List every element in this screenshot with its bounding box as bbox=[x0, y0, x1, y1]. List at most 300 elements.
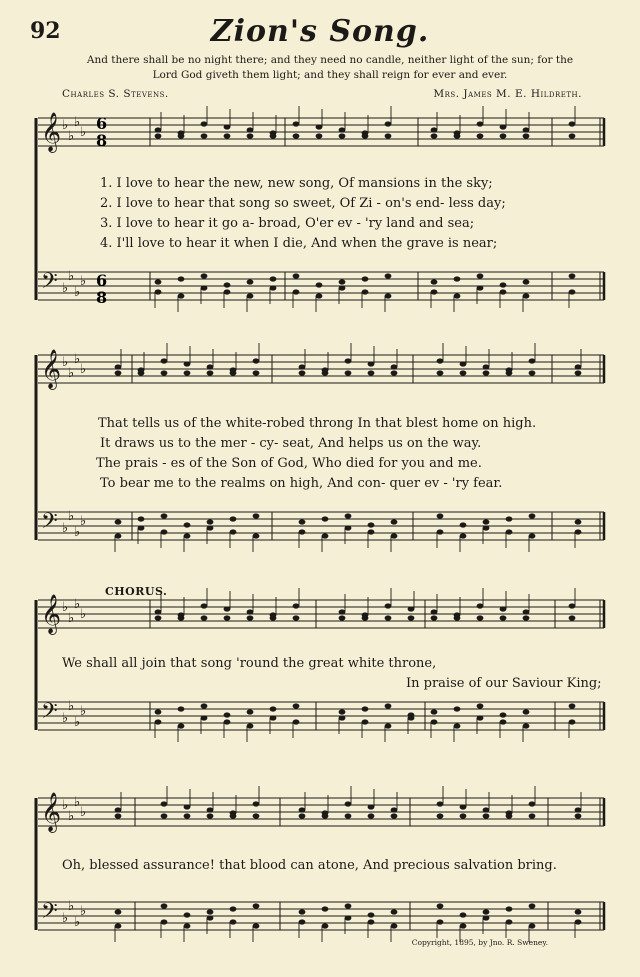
note-head bbox=[299, 807, 306, 812]
note-head bbox=[155, 127, 162, 132]
note-head bbox=[270, 706, 277, 711]
flat-sign: ♭ bbox=[68, 809, 75, 824]
note-head bbox=[115, 909, 122, 914]
epigraph-line: Lord God giveth them light; and they shall reign for ever and ever. bbox=[152, 69, 508, 81]
note-head bbox=[178, 276, 185, 281]
note-head bbox=[529, 801, 536, 806]
note-head bbox=[161, 529, 168, 534]
flat-sign: ♭ bbox=[80, 514, 87, 529]
note-head bbox=[184, 533, 191, 538]
note-head bbox=[460, 361, 467, 366]
note-head bbox=[230, 813, 237, 818]
note-head bbox=[299, 519, 306, 524]
note-head bbox=[569, 289, 576, 294]
flat-sign: ♭ bbox=[74, 285, 81, 300]
note-head bbox=[201, 703, 208, 708]
note-head bbox=[299, 909, 306, 914]
note-head bbox=[460, 370, 467, 375]
note-head bbox=[368, 919, 375, 924]
note-head bbox=[138, 516, 145, 521]
note-head bbox=[368, 529, 375, 534]
note-head bbox=[431, 709, 438, 714]
note-head bbox=[253, 903, 260, 908]
note-head bbox=[161, 358, 168, 363]
note-head bbox=[460, 923, 467, 928]
note-head bbox=[385, 603, 392, 608]
note-head bbox=[299, 364, 306, 369]
flat-sign: ♭ bbox=[80, 362, 87, 377]
verse-4-line-1: 4. I'll love to hear it when I die, And when the grave is near; bbox=[100, 236, 498, 251]
verse-3-line-1: 3. I love to hear it go a- broad, O'er ev - 'ry land and sea; bbox=[100, 216, 475, 231]
note-head bbox=[316, 282, 323, 287]
note-head bbox=[201, 715, 208, 720]
note-head bbox=[345, 370, 352, 375]
note-head bbox=[368, 912, 375, 917]
note-head bbox=[506, 813, 513, 818]
note-head bbox=[207, 370, 214, 375]
note-head bbox=[322, 906, 329, 911]
note-head bbox=[362, 615, 369, 620]
note-head bbox=[224, 124, 231, 129]
note-head bbox=[506, 516, 513, 521]
copyright-notice: Copyright, 1895, by Jno. R. Sweney. bbox=[411, 938, 548, 947]
note-head bbox=[477, 715, 484, 720]
flat-sign: ♭ bbox=[80, 125, 87, 140]
note-head bbox=[385, 273, 392, 278]
note-head bbox=[253, 813, 260, 818]
note-head bbox=[339, 615, 346, 620]
flat-sign: ♭ bbox=[62, 711, 69, 726]
flat-sign: ♭ bbox=[74, 352, 81, 367]
note-head bbox=[316, 293, 323, 298]
note-head bbox=[529, 370, 536, 375]
note-head bbox=[345, 915, 352, 920]
note-head bbox=[345, 903, 352, 908]
note-head bbox=[224, 615, 231, 620]
note-head bbox=[161, 801, 168, 806]
note-head bbox=[523, 133, 530, 138]
note-head bbox=[437, 370, 444, 375]
note-head bbox=[575, 364, 582, 369]
note-head bbox=[454, 293, 461, 298]
note-head bbox=[178, 133, 185, 138]
note-head bbox=[408, 715, 415, 720]
note-head bbox=[316, 133, 323, 138]
note-head bbox=[575, 807, 582, 812]
note-head bbox=[345, 513, 352, 518]
note-head bbox=[184, 522, 191, 527]
note-head bbox=[483, 909, 490, 914]
note-head bbox=[460, 912, 467, 917]
time-signature-bottom: 8 bbox=[96, 131, 108, 150]
note-head bbox=[230, 370, 237, 375]
note-head bbox=[529, 813, 536, 818]
chorus-line-2: In praise of our Saviour King; bbox=[406, 676, 602, 691]
note-head bbox=[437, 529, 444, 534]
note-head bbox=[575, 813, 582, 818]
note-head bbox=[437, 919, 444, 924]
note-head bbox=[529, 903, 536, 908]
composer-credit: Mrs. James M. E. Hildreth. bbox=[433, 88, 582, 100]
note-head bbox=[299, 529, 306, 534]
note-head bbox=[500, 133, 507, 138]
note-head bbox=[339, 133, 346, 138]
note-head bbox=[385, 133, 392, 138]
note-head bbox=[293, 719, 300, 724]
note-head bbox=[293, 615, 300, 620]
note-head bbox=[345, 358, 352, 363]
note-head bbox=[224, 719, 231, 724]
note-head bbox=[477, 703, 484, 708]
lyricist-credit: Charles S. Stevens. bbox=[62, 88, 169, 100]
note-head bbox=[115, 813, 122, 818]
note-head bbox=[224, 606, 231, 611]
note-head bbox=[523, 615, 530, 620]
note-head bbox=[523, 127, 530, 132]
note-head bbox=[391, 370, 398, 375]
note-head bbox=[483, 525, 490, 530]
chorus-line-1: We shall all join that song 'round the great white throne, bbox=[62, 656, 437, 671]
note-head bbox=[575, 519, 582, 524]
note-head bbox=[178, 615, 185, 620]
note-head bbox=[224, 133, 231, 138]
note-head bbox=[322, 813, 329, 818]
note-head bbox=[368, 522, 375, 527]
note-head bbox=[253, 358, 260, 363]
note-head bbox=[184, 361, 191, 366]
note-head bbox=[362, 289, 369, 294]
note-head bbox=[115, 364, 122, 369]
note-head bbox=[437, 813, 444, 818]
note-head bbox=[293, 703, 300, 708]
note-head bbox=[483, 364, 490, 369]
verse-1-line-2: That tells us of the white-robed throng In that blest home on high. bbox=[98, 416, 537, 431]
note-head bbox=[115, 370, 122, 375]
note-head bbox=[523, 293, 530, 298]
note-head bbox=[500, 282, 507, 287]
note-head bbox=[391, 807, 398, 812]
flat-sign: ♭ bbox=[74, 715, 81, 730]
note-head bbox=[253, 801, 260, 806]
treble-clef: 𝄞 bbox=[41, 112, 62, 152]
treble-clef: 𝄞 bbox=[41, 349, 62, 389]
note-head bbox=[230, 529, 237, 534]
note-head bbox=[115, 807, 122, 812]
note-head bbox=[161, 903, 168, 908]
note-head bbox=[247, 279, 254, 284]
note-head bbox=[201, 273, 208, 278]
note-head bbox=[385, 293, 392, 298]
note-head bbox=[391, 909, 398, 914]
note-head bbox=[230, 919, 237, 924]
note-head bbox=[339, 709, 346, 714]
note-head bbox=[155, 609, 162, 614]
note-head bbox=[270, 133, 277, 138]
note-head bbox=[253, 513, 260, 518]
flat-sign: ♭ bbox=[62, 521, 69, 536]
note-head bbox=[247, 709, 254, 714]
verse-3-line-2: The prais - es of the Son of God, Who died for you and me. bbox=[96, 456, 482, 471]
flat-sign: ♭ bbox=[80, 805, 87, 820]
verse-1-line-1: 1. I love to hear the new, new song, Of mansions in the sky; bbox=[100, 176, 493, 191]
note-head bbox=[575, 909, 582, 914]
note-head bbox=[322, 923, 329, 928]
note-head bbox=[155, 133, 162, 138]
note-head bbox=[437, 903, 444, 908]
flat-sign: ♭ bbox=[62, 118, 69, 133]
note-head bbox=[253, 533, 260, 538]
note-head bbox=[299, 370, 306, 375]
note-head bbox=[207, 525, 214, 530]
chorus-line-3: Oh, blessed assurance! that blood can atone, And precious salvation bring. bbox=[62, 858, 557, 873]
note-head bbox=[460, 533, 467, 538]
note-head bbox=[253, 923, 260, 928]
note-head bbox=[293, 133, 300, 138]
note-head bbox=[207, 915, 214, 920]
note-head bbox=[569, 615, 576, 620]
note-head bbox=[247, 609, 254, 614]
note-head bbox=[322, 516, 329, 521]
note-head bbox=[523, 279, 530, 284]
note-head bbox=[437, 358, 444, 363]
note-head bbox=[431, 609, 438, 614]
note-head bbox=[155, 289, 162, 294]
bass-clef: 𝄢 bbox=[41, 509, 58, 539]
hymn-title: Zion's Song. bbox=[210, 14, 430, 49]
note-head bbox=[529, 513, 536, 518]
note-head bbox=[201, 133, 208, 138]
note-head bbox=[500, 606, 507, 611]
flat-sign: ♭ bbox=[68, 366, 75, 381]
note-head bbox=[299, 919, 306, 924]
note-head bbox=[385, 121, 392, 126]
note-head bbox=[506, 919, 513, 924]
note-head bbox=[161, 813, 168, 818]
flat-sign: ♭ bbox=[74, 525, 81, 540]
note-head bbox=[454, 133, 461, 138]
note-head bbox=[500, 124, 507, 129]
note-head bbox=[529, 358, 536, 363]
chorus-label: CHORUS. bbox=[105, 585, 168, 598]
note-head bbox=[339, 279, 346, 284]
note-head bbox=[299, 813, 306, 818]
bass-clef: 𝄢 bbox=[41, 899, 58, 929]
page-number: 92 bbox=[30, 18, 61, 44]
note-head bbox=[431, 127, 438, 132]
note-head bbox=[483, 807, 490, 812]
note-head bbox=[368, 813, 375, 818]
note-head bbox=[385, 615, 392, 620]
note-head bbox=[184, 813, 191, 818]
note-head bbox=[230, 516, 237, 521]
note-head bbox=[253, 370, 260, 375]
note-head bbox=[178, 723, 185, 728]
time-signature-top: 6 bbox=[96, 114, 108, 133]
note-head bbox=[270, 276, 277, 281]
flat-sign: ♭ bbox=[74, 915, 81, 930]
note-head bbox=[483, 519, 490, 524]
flat-sign: ♭ bbox=[74, 115, 81, 130]
flat-sign: ♭ bbox=[74, 597, 81, 612]
note-head bbox=[454, 723, 461, 728]
note-head bbox=[523, 709, 530, 714]
note-head bbox=[345, 801, 352, 806]
note-head bbox=[483, 915, 490, 920]
note-head bbox=[477, 121, 484, 126]
note-head bbox=[460, 804, 467, 809]
note-head bbox=[247, 723, 254, 728]
flat-sign: ♭ bbox=[68, 509, 75, 524]
flat-sign: ♭ bbox=[68, 899, 75, 914]
flat-sign: ♭ bbox=[62, 600, 69, 615]
note-head bbox=[201, 603, 208, 608]
note-head bbox=[569, 121, 576, 126]
note-head bbox=[161, 919, 168, 924]
note-head bbox=[575, 529, 582, 534]
note-head bbox=[115, 533, 122, 538]
note-head bbox=[569, 719, 576, 724]
note-head bbox=[207, 909, 214, 914]
bass-clef: 𝄢 bbox=[41, 699, 58, 729]
flat-sign: ♭ bbox=[68, 129, 75, 144]
note-head bbox=[569, 133, 576, 138]
flat-sign: ♭ bbox=[80, 704, 87, 719]
bass-clef: 𝄢 bbox=[41, 269, 58, 299]
note-head bbox=[575, 370, 582, 375]
note-head bbox=[178, 293, 185, 298]
note-head bbox=[408, 615, 415, 620]
flat-sign: ♭ bbox=[68, 699, 75, 714]
flat-sign: ♭ bbox=[80, 904, 87, 919]
note-head bbox=[345, 813, 352, 818]
note-head bbox=[506, 906, 513, 911]
verse-2-line-2: It draws us to the mer - cy- seat, And helps us on the way. bbox=[100, 436, 482, 451]
note-head bbox=[368, 370, 375, 375]
flat-sign: ♭ bbox=[80, 274, 87, 289]
flat-sign: ♭ bbox=[62, 355, 69, 370]
note-head bbox=[184, 923, 191, 928]
note-head bbox=[431, 719, 438, 724]
note-head bbox=[247, 127, 254, 132]
note-head bbox=[483, 813, 490, 818]
flat-sign: ♭ bbox=[62, 911, 69, 926]
note-head bbox=[322, 370, 329, 375]
note-head bbox=[431, 133, 438, 138]
flat-sign: ♭ bbox=[74, 795, 81, 810]
note-head bbox=[362, 133, 369, 138]
note-head bbox=[161, 513, 168, 518]
note-head bbox=[385, 703, 392, 708]
note-head bbox=[460, 522, 467, 527]
note-head bbox=[431, 615, 438, 620]
treble-clef: 𝄞 bbox=[41, 792, 62, 832]
note-head bbox=[293, 273, 300, 278]
note-head bbox=[362, 276, 369, 281]
note-head bbox=[224, 282, 231, 287]
note-head bbox=[368, 804, 375, 809]
note-head bbox=[529, 923, 536, 928]
note-head bbox=[270, 285, 277, 290]
note-head bbox=[115, 519, 122, 524]
time-signature-bottom: 8 bbox=[96, 288, 108, 307]
note-head bbox=[178, 706, 185, 711]
note-head bbox=[184, 804, 191, 809]
note-head bbox=[569, 603, 576, 608]
note-head bbox=[316, 124, 323, 129]
note-head bbox=[201, 285, 208, 290]
note-head bbox=[385, 723, 392, 728]
note-head bbox=[161, 370, 168, 375]
note-head bbox=[437, 801, 444, 806]
note-head bbox=[207, 519, 214, 524]
note-head bbox=[391, 364, 398, 369]
note-head bbox=[362, 719, 369, 724]
note-head bbox=[155, 615, 162, 620]
treble-clef: 𝄞 bbox=[41, 594, 62, 634]
note-head bbox=[500, 712, 507, 717]
note-head bbox=[345, 525, 352, 530]
note-head bbox=[224, 289, 231, 294]
note-head bbox=[293, 289, 300, 294]
note-head bbox=[115, 923, 122, 928]
note-head bbox=[339, 285, 346, 290]
note-head bbox=[362, 706, 369, 711]
note-head bbox=[207, 364, 214, 369]
note-head bbox=[460, 813, 467, 818]
note-head bbox=[339, 127, 346, 132]
verse-2-line-1: 2. I love to hear that song so sweet, Of Zi - on's end- less day; bbox=[100, 196, 506, 211]
note-head bbox=[247, 293, 254, 298]
note-head bbox=[155, 279, 162, 284]
note-head bbox=[184, 912, 191, 917]
time-signature-top: 6 bbox=[96, 271, 108, 290]
note-head bbox=[201, 615, 208, 620]
note-head bbox=[270, 715, 277, 720]
note-head bbox=[138, 370, 145, 375]
note-head bbox=[477, 133, 484, 138]
note-head bbox=[247, 133, 254, 138]
note-head bbox=[207, 813, 214, 818]
note-head bbox=[454, 276, 461, 281]
note-head bbox=[155, 719, 162, 724]
note-head bbox=[293, 603, 300, 608]
note-head bbox=[523, 609, 530, 614]
note-head bbox=[293, 121, 300, 126]
note-head bbox=[247, 615, 254, 620]
note-head bbox=[322, 533, 329, 538]
note-head bbox=[155, 709, 162, 714]
note-head bbox=[529, 533, 536, 538]
note-head bbox=[201, 121, 208, 126]
note-head bbox=[506, 370, 513, 375]
note-head bbox=[431, 279, 438, 284]
flat-sign: ♭ bbox=[68, 611, 75, 626]
note-head bbox=[184, 370, 191, 375]
note-head bbox=[500, 719, 507, 724]
note-head bbox=[477, 285, 484, 290]
flat-sign: ♭ bbox=[62, 798, 69, 813]
epigraph-line: And there shall be no night there; and they need no candle, neither light of the sun; for the bbox=[86, 54, 574, 66]
flat-sign: ♭ bbox=[62, 281, 69, 296]
note-head bbox=[575, 919, 582, 924]
note-head bbox=[391, 923, 398, 928]
note-head bbox=[523, 723, 530, 728]
note-head bbox=[431, 289, 438, 294]
note-head bbox=[207, 807, 214, 812]
note-head bbox=[437, 513, 444, 518]
note-head bbox=[408, 606, 415, 611]
note-head bbox=[454, 615, 461, 620]
